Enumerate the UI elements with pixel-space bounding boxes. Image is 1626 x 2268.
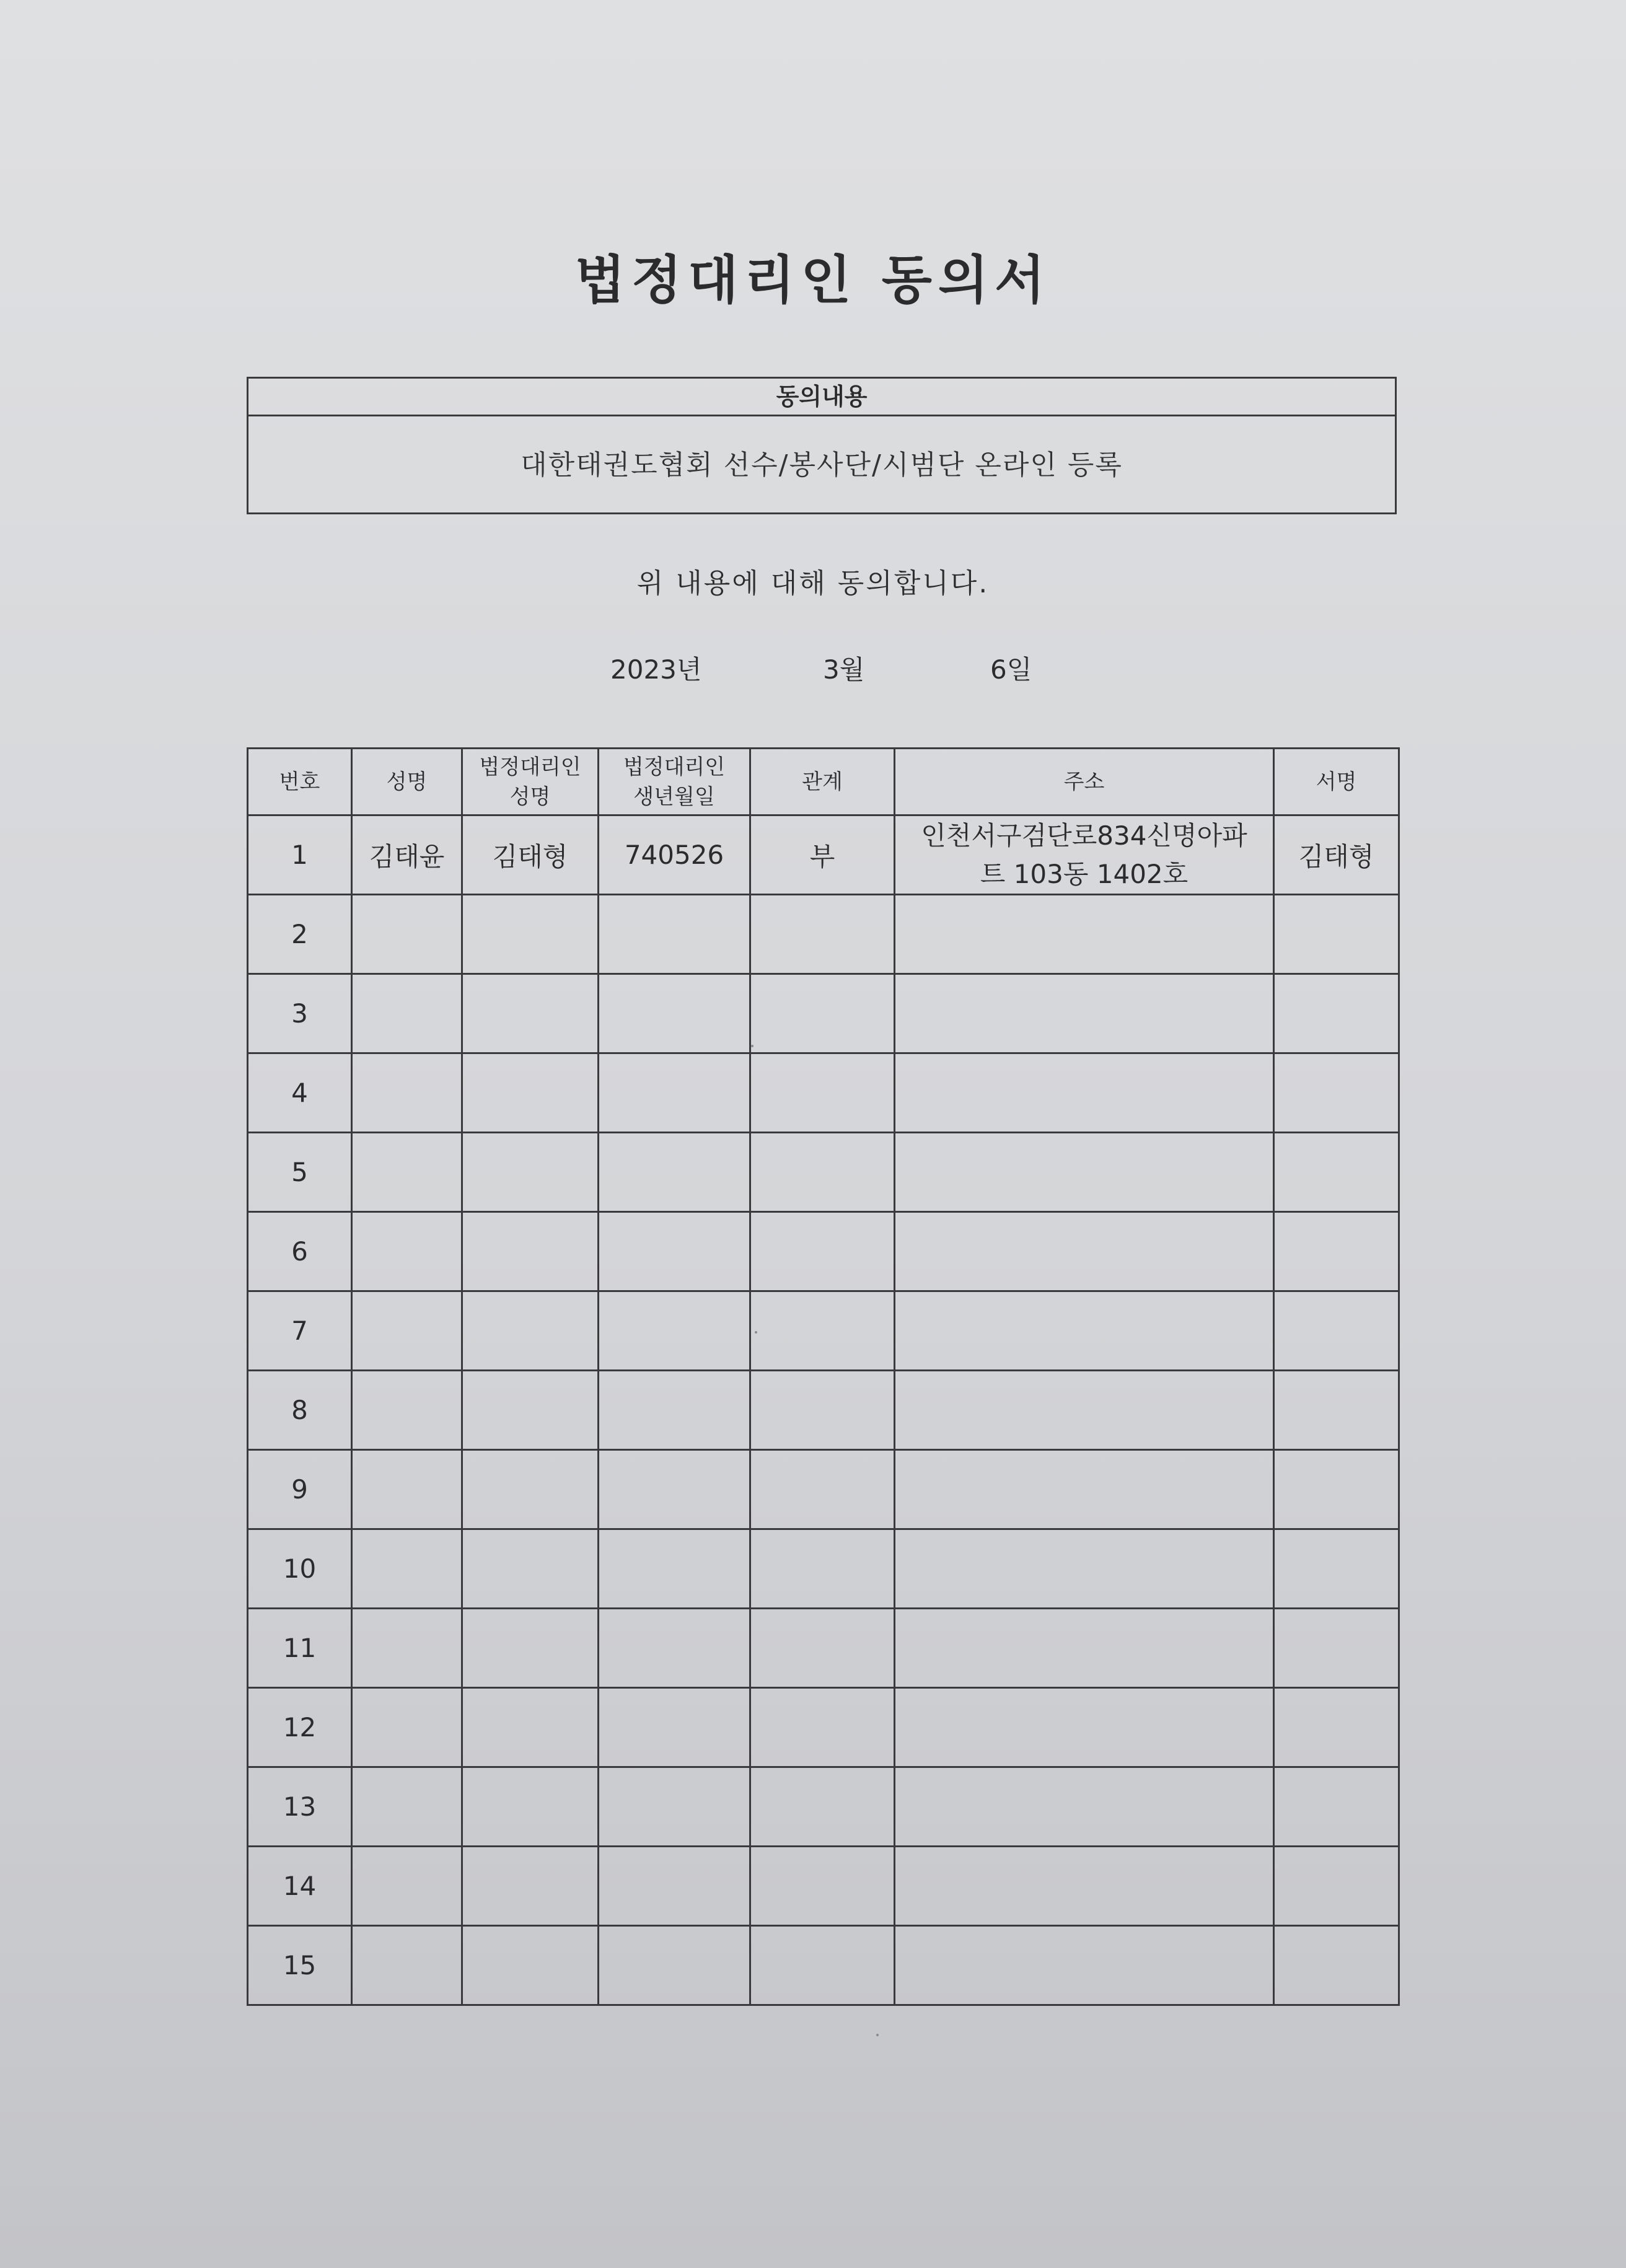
- cell-number: 4: [248, 1053, 352, 1133]
- cell-guardian-name: [462, 1133, 599, 1212]
- cell-signature: [1274, 895, 1399, 974]
- cell-guardian-birth: [599, 1847, 750, 1926]
- cell-guardian-birth: [599, 1450, 750, 1529]
- cell-address: [895, 1609, 1274, 1688]
- cell-signature: [1274, 1371, 1399, 1450]
- paper-speck: [755, 1331, 757, 1334]
- cell-address: [895, 1450, 1274, 1529]
- cell-relation: 부: [750, 815, 895, 895]
- table-header-row: [248, 749, 1399, 815]
- cell-address: [895, 1291, 1274, 1371]
- cell-signature: [1274, 1212, 1399, 1291]
- cell-name: [352, 1450, 462, 1529]
- cell-number: 3: [248, 974, 352, 1053]
- agreement-statement: 위 내용에 대해 동의합니다.: [636, 568, 990, 599]
- cell-guardian-birth: [599, 1371, 750, 1450]
- cell-number: 11: [248, 1609, 352, 1688]
- cell-guardian-name: [462, 974, 599, 1053]
- cell-name: [352, 1371, 462, 1450]
- cell-name: [352, 1688, 462, 1767]
- cell-guardian-name: [462, 1450, 599, 1529]
- date-year: 2023년: [610, 654, 702, 685]
- consent-box: [247, 377, 1397, 514]
- header-relation: 관계: [750, 749, 895, 815]
- cell-relation: [750, 974, 895, 1053]
- guardian-consent-table: [247, 747, 1400, 2006]
- cell-address: [895, 1371, 1274, 1450]
- cell-relation: [750, 1767, 895, 1847]
- cell-relation: [750, 895, 895, 974]
- cell-guardian-birth: [599, 1926, 750, 2005]
- cell-address: [895, 1212, 1274, 1291]
- cell-relation: [750, 1212, 895, 1291]
- cell-guardian-birth: [599, 1688, 750, 1767]
- cell-name: [352, 974, 462, 1053]
- cell-guardian-birth: [599, 895, 750, 974]
- paper-speck: [876, 2034, 879, 2036]
- cell-relation: [750, 1926, 895, 2005]
- cell-address: [895, 1926, 1274, 2005]
- cell-address: [895, 815, 1274, 895]
- cell-name: 김태윤: [352, 815, 462, 895]
- table-row: [248, 1926, 1399, 2005]
- cell-signature: [1274, 1053, 1399, 1133]
- consent-header: 동의내용: [248, 379, 1395, 416]
- table-row: [248, 1212, 1399, 1291]
- table-row: [248, 1053, 1399, 1133]
- table-row: [248, 895, 1399, 974]
- cell-guardian-name: 김태형: [462, 815, 599, 895]
- cell-name: [352, 1053, 462, 1133]
- cell-relation: [750, 1609, 895, 1688]
- cell-guardian-name: [462, 895, 599, 974]
- cell-relation: [750, 1371, 895, 1450]
- cell-signature: [1274, 1926, 1399, 2005]
- paper-speck: [751, 1045, 754, 1047]
- cell-number: 2: [248, 895, 352, 974]
- cell-number: 1: [248, 815, 352, 895]
- cell-guardian-birth: [599, 974, 750, 1053]
- cell-guardian-name: [462, 1767, 599, 1847]
- header-guardian-name-line2: 성명: [509, 784, 551, 809]
- cell-signature: 김태형: [1274, 815, 1399, 895]
- header-signature: 서명: [1274, 749, 1399, 815]
- cell-guardian-birth: [599, 1291, 750, 1371]
- cell-relation: [750, 1053, 895, 1133]
- cell-guardian-birth: [599, 1767, 750, 1847]
- cell-name: [352, 1847, 462, 1926]
- cell-address: [895, 1133, 1274, 1212]
- header-name: 성명: [352, 749, 462, 815]
- table-row: [248, 1529, 1399, 1609]
- header-guardian-name-line1: 법정대리인: [479, 754, 581, 780]
- cell-number: 10: [248, 1529, 352, 1609]
- table-row: [248, 1609, 1399, 1688]
- cell-relation: [750, 1450, 895, 1529]
- cell-signature: [1274, 1291, 1399, 1371]
- cell-number: 5: [248, 1133, 352, 1212]
- cell-guardian-name: [462, 1529, 599, 1609]
- cell-signature: [1274, 1609, 1399, 1688]
- cell-guardian-name: [462, 1212, 599, 1291]
- cell-guardian-birth: [599, 1212, 750, 1291]
- cell-address-line1: 인천서구검단로834신명아파: [921, 820, 1247, 851]
- cell-guardian-name: [462, 1847, 599, 1926]
- consent-content: 대한태권도협회 선수/봉사단/시범단 온라인 등록: [521, 449, 1123, 481]
- table-row: [248, 974, 1399, 1053]
- table-row: [248, 1291, 1399, 1371]
- cell-address: [895, 1688, 1274, 1767]
- cell-relation: [750, 1688, 895, 1767]
- cell-name: [352, 1291, 462, 1371]
- table-row: [248, 1133, 1399, 1212]
- cell-name: [352, 1133, 462, 1212]
- table-row: [248, 1371, 1399, 1450]
- cell-address: [895, 1529, 1274, 1609]
- header-address: 주소: [895, 749, 1274, 815]
- cell-signature: [1274, 1529, 1399, 1609]
- cell-relation: [750, 1291, 895, 1371]
- table-row: [248, 815, 1399, 895]
- cell-number: 14: [248, 1847, 352, 1926]
- cell-address: [895, 974, 1274, 1053]
- cell-guardian-name: [462, 1371, 599, 1450]
- header-guardian-birth-line2: 생년월일: [633, 784, 715, 809]
- cell-number: 7: [248, 1291, 352, 1371]
- cell-name: [352, 1926, 462, 2005]
- cell-signature: [1274, 1847, 1399, 1926]
- cell-number: 12: [248, 1688, 352, 1767]
- cell-name: [352, 1529, 462, 1609]
- cell-name: [352, 1767, 462, 1847]
- cell-signature: [1274, 1767, 1399, 1847]
- cell-guardian-name: [462, 1926, 599, 2005]
- cell-guardian-birth: 740526: [599, 815, 750, 895]
- cell-signature: [1274, 1450, 1399, 1529]
- date-day: 6일: [990, 654, 1032, 685]
- cell-name: [352, 1212, 462, 1291]
- cell-guardian-birth: [599, 1133, 750, 1212]
- header-guardian-name: [462, 749, 599, 815]
- cell-address: [895, 895, 1274, 974]
- cell-signature: [1274, 974, 1399, 1053]
- cell-number: 8: [248, 1371, 352, 1450]
- cell-guardian-birth: [599, 1609, 750, 1688]
- cell-number: 6: [248, 1212, 352, 1291]
- cell-guardian-name: [462, 1053, 599, 1133]
- table-row: [248, 1688, 1399, 1767]
- cell-guardian-name: [462, 1688, 599, 1767]
- table-row: [248, 1767, 1399, 1847]
- cell-signature: [1274, 1688, 1399, 1767]
- cell-guardian-name: [462, 1291, 599, 1371]
- document-title: 법정대리인 동의서: [574, 250, 1052, 310]
- cell-guardian-birth: [599, 1053, 750, 1133]
- header-guardian-birth: [599, 749, 750, 815]
- cell-signature: [1274, 1133, 1399, 1212]
- cell-address: [895, 1847, 1274, 1926]
- cell-number: 9: [248, 1450, 352, 1529]
- cell-relation: [750, 1529, 895, 1609]
- date-month: 3월: [823, 654, 865, 685]
- header-number: 번호: [248, 749, 352, 815]
- cell-number: 13: [248, 1767, 352, 1847]
- header-guardian-birth-line1: 법정대리인: [623, 754, 726, 780]
- cell-relation: [750, 1847, 895, 1926]
- cell-number: 15: [248, 1926, 352, 2005]
- cell-name: [352, 1609, 462, 1688]
- table-row: [248, 1847, 1399, 1926]
- cell-guardian-name: [462, 1609, 599, 1688]
- cell-guardian-birth: [599, 1529, 750, 1609]
- cell-address-line2: 트 103동 1402호: [980, 858, 1189, 889]
- cell-address: [895, 1767, 1274, 1847]
- cell-name: [352, 895, 462, 974]
- cell-address: [895, 1053, 1274, 1133]
- table-row: [248, 1450, 1399, 1529]
- cell-relation: [750, 1133, 895, 1212]
